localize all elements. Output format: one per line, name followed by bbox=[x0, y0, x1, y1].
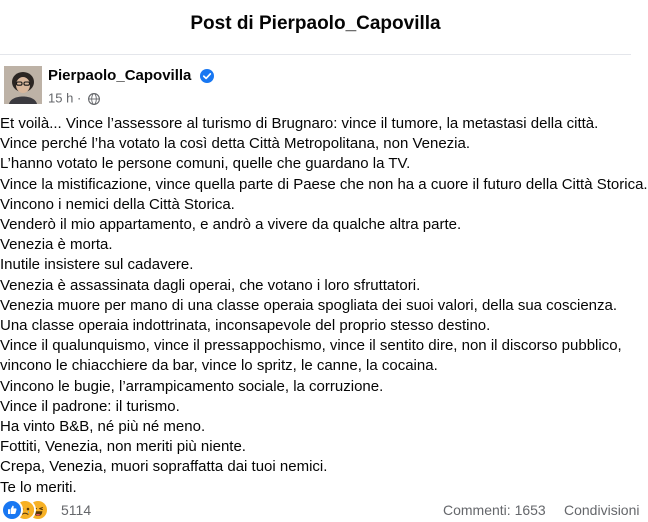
post-line: Vincono i nemici della Città Storica. bbox=[0, 195, 235, 213]
avatar-image-icon bbox=[4, 66, 42, 104]
post-line: Una classe operaia indottrinata, inconsapevole del proprio stesso destino. bbox=[0, 317, 491, 335]
post-line: Te lo meriti. bbox=[0, 478, 77, 496]
post-line: Vince il qualunquismo, vince il pressappochismo, vince il sentito dire, non il discorso pubblico, bbox=[0, 337, 622, 355]
page-title: Post di Pierpaolo_Capovilla bbox=[190, 13, 441, 34]
post-timestamp[interactable]: 15 h bbox=[48, 90, 74, 106]
reaction-count[interactable]: 5114 bbox=[61, 502, 92, 518]
page-header bbox=[0, 0, 631, 48]
post-line: Venezia muore per mano di una classe operaia spogliata dei suoi valori, della sua coscienza. bbox=[0, 296, 618, 314]
globe-icon bbox=[88, 93, 100, 105]
post-line: Venezia è assassinata dagli operai, che votano i loro sfruttatori. bbox=[0, 276, 421, 294]
avatar[interactable] bbox=[4, 66, 42, 104]
post-line: Venderò il mio appartamento, e andrò a vivere da qualche altra parte. bbox=[0, 216, 462, 234]
like-reaction-icon bbox=[3, 501, 21, 519]
post-line: Vince la mistificazione, vince quella parte di Paese che non ha a cuore il futuro della Città Storica. bbox=[0, 175, 648, 193]
post-line: Vincono le bugie, l’arrampicamento sociale, la corruzione. bbox=[0, 377, 384, 395]
post-line: Inutile insistere sul cadavere. bbox=[0, 256, 194, 274]
post-line: Vince perché l’ha votato la così detta Città Metropolitana, non Venezia. bbox=[0, 135, 471, 153]
post-line: L’hanno votato le persone comuni, quelle che guardano la TV. bbox=[0, 155, 411, 173]
post-line: Fottiti, Venezia, non meriti più niente. bbox=[0, 438, 246, 456]
post-line: Vince il padrone: il turismo. bbox=[0, 397, 180, 415]
meta-separator: · bbox=[76, 90, 82, 106]
post-line: Ha vinto B&B, né più né meno. bbox=[0, 418, 206, 436]
post-body bbox=[0, 114, 648, 498]
author-name[interactable]: Pierpaolo_Capovilla bbox=[48, 67, 192, 84]
shares-count[interactable]: Condivisioni bbox=[564, 502, 640, 518]
post-line: Et voilà... Vince l’assessore al turismo di Brugnaro: vince il tumore, la metastasi della città. bbox=[0, 115, 599, 132]
post-footer bbox=[0, 498, 640, 520]
author-meta bbox=[48, 66, 214, 108]
post-line: vincono le chiacchiere da bar, vince lo spritz, le canne, la cocaina. bbox=[0, 357, 438, 375]
post-line: Crepa, Venezia, muori sopraffatta dai tuoi nemici. bbox=[0, 458, 328, 476]
header-divider bbox=[0, 54, 631, 55]
comments-count[interactable]: Commenti: 1653 bbox=[443, 502, 546, 518]
verified-badge-icon bbox=[200, 69, 214, 88]
post-line: Venezia è morta. bbox=[0, 236, 113, 254]
post-meta bbox=[48, 89, 214, 108]
